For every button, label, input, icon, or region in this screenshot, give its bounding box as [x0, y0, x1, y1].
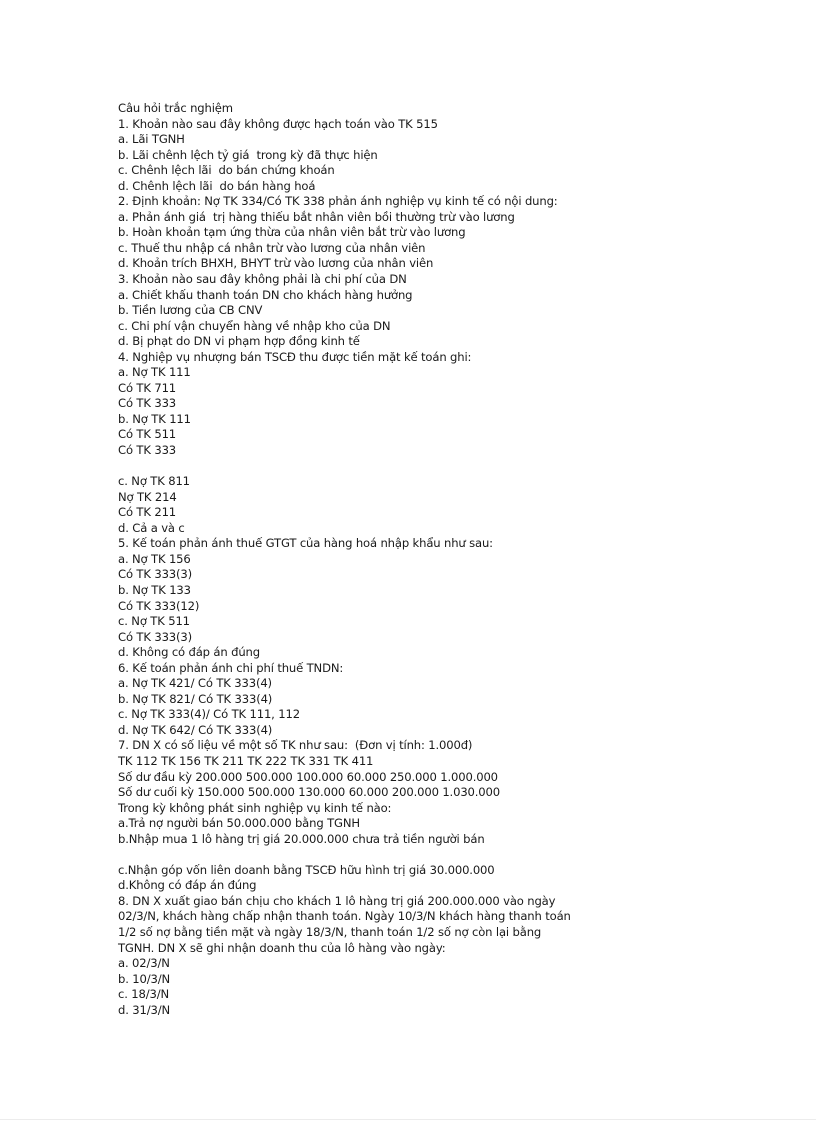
- document-line: a. 02/3/N: [118, 956, 170, 971]
- document-line: b. Nợ TK 821/ Có TK 333(4): [118, 691, 273, 706]
- document-line: 2. Định khoản: Nợ TK 334/Có TK 338 phản ánh nghiệp vụ kinh tế có nội dung:: [118, 194, 558, 209]
- document-line: Có TK 333: [118, 396, 177, 411]
- document-line: 3. Khoản nào sau đây không phải là chi phí của DN: [118, 272, 407, 287]
- document-line: c. Nợ TK 511: [118, 614, 190, 629]
- document-line: a. Phản ánh giá trị hàng thiếu bắt nhân viên bồi thường trừ vào lương: [118, 209, 515, 224]
- document-line: Số dư đầu kỳ 200.000 500.000 100.000 60.000 250.000 1.000.000: [118, 769, 498, 784]
- document-line: Có TK 211: [118, 505, 177, 520]
- document-line: c. Nợ TK 333(4)/ Có TK 111, 112: [118, 707, 300, 722]
- document-body: [118, 101, 738, 1018]
- document-line: b.Nhập mua 1 lô hàng trị giá 20.000.000 chưa trả tiền người bán: [118, 831, 485, 846]
- document-line: a.Trả nợ người bán 50.000.000 bằng TGNH: [118, 816, 360, 831]
- document-line: Có TK 511: [118, 427, 177, 442]
- document-line: Câu hỏi trắc nghiệm: [118, 101, 233, 115]
- document-line: b. Nợ TK 133: [118, 582, 191, 597]
- document-line: b. 10/3/N: [118, 971, 170, 986]
- document-line: d.Không có đáp án đúng: [118, 878, 257, 893]
- document-line: 5. Kế toán phản ánh thuế GTGT của hàng hoá nhập khẩu như sau:: [118, 536, 493, 551]
- document-line: Nợ TK 214: [118, 489, 177, 504]
- document-line: c. Chi phí vận chuyển hàng về nhập kho của DN: [118, 318, 391, 333]
- document-line: b. Lãi chênh lệch tỷ giá trong kỳ đã thực hiện: [118, 147, 378, 162]
- document-line: 1/2 số nợ bằng tiền mặt và ngày 18/3/N, thanh toán 1/2 số nợ còn lại bằng: [118, 924, 542, 939]
- document-line: b. Hoàn khoản tạm ứng thừa của nhân viên bắt trừ vào lương: [118, 225, 466, 240]
- document-line: Trong kỳ không phát sinh nghiệp vụ kinh tế nào:: [118, 800, 392, 815]
- blank-line: [118, 847, 738, 863]
- document-line: a. Nợ TK 421/ Có TK 333(4): [118, 676, 272, 691]
- document-line: c.Nhận góp vốn liên doanh bằng TSCĐ hữu hình trị giá 30.000.000: [118, 862, 495, 877]
- document-line: d. Chênh lệch lãi do bán hàng hoá: [118, 178, 316, 193]
- document-line: Có TK 711: [118, 380, 177, 395]
- document-line: 8. DN X xuất giao bán chịu cho khách 1 lô hàng trị giá 200.000.000 vào ngày: [118, 893, 556, 908]
- document-line: Có TK 333(12): [118, 598, 200, 613]
- document-line: b. Tiền lương của CB CNV: [118, 303, 263, 318]
- blank-line: [118, 459, 738, 475]
- document-line: a. Nợ TK 156: [118, 551, 191, 566]
- document-line: 4. Nghiệp vụ nhượng bán TSCĐ thu được tiền mặt kế toán ghi:: [118, 349, 472, 364]
- document-line: Có TK 333(3): [118, 629, 192, 644]
- document-line: d. Khoản trích BHXH, BHYT trừ vào lương của nhân viên: [118, 256, 434, 271]
- document-line: 02/3/N, khách hàng chấp nhận thanh toán. Ngày 10/3/N khách hàng thanh toán: [118, 909, 571, 924]
- document-line: d. Cả a và c: [118, 520, 185, 535]
- document-line: d. Bị phạt do DN vi phạm hợp đồng kinh tế: [118, 334, 360, 349]
- document-line: Số dư cuối kỳ 150.000 500.000 130.000 60.000 200.000 1.030.000: [118, 785, 500, 800]
- document-line: c. Thuế thu nhập cá nhân trừ vào lương của nhân viên: [118, 240, 426, 255]
- document-line: TK 112 TK 156 TK 211 TK 222 TK 331 TK 411: [118, 753, 374, 768]
- document-line: a. Chiết khấu thanh toán DN cho khách hàng hưởng: [118, 287, 413, 302]
- document-line: d. Không có đáp án đúng: [118, 645, 260, 660]
- page-bottom-divider: [0, 1119, 816, 1120]
- document-line: c. Chênh lệch lãi do bán chứng khoán: [118, 163, 335, 178]
- document-line: d. 31/3/N: [118, 1002, 170, 1017]
- document-line: a. Nợ TK 111: [118, 365, 191, 380]
- document-line: TGNH. DN X sẽ ghi nhận doanh thu của lô hàng vào ngày:: [118, 940, 446, 955]
- document-line: b. Nợ TK 111: [118, 411, 191, 426]
- document-line: Có TK 333: [118, 443, 177, 458]
- document-line: 7. DN X có số liệu về một số TK như sau: (Đơn vị tính: 1.000đ): [118, 738, 473, 753]
- document-line: 6. Kế toán phản ánh chi phí thuế TNDN:: [118, 660, 344, 675]
- document-line: Có TK 333(3): [118, 567, 192, 582]
- document-line: 1. Khoản nào sau đây không được hạch toán vào TK 515: [118, 116, 438, 131]
- document-line: d. Nợ TK 642/ Có TK 333(4): [118, 722, 273, 737]
- document-line: c. Nợ TK 811: [118, 474, 190, 489]
- document-line: a. Lãi TGNH: [118, 132, 185, 147]
- document-line: c. 18/3/N: [118, 987, 170, 1002]
